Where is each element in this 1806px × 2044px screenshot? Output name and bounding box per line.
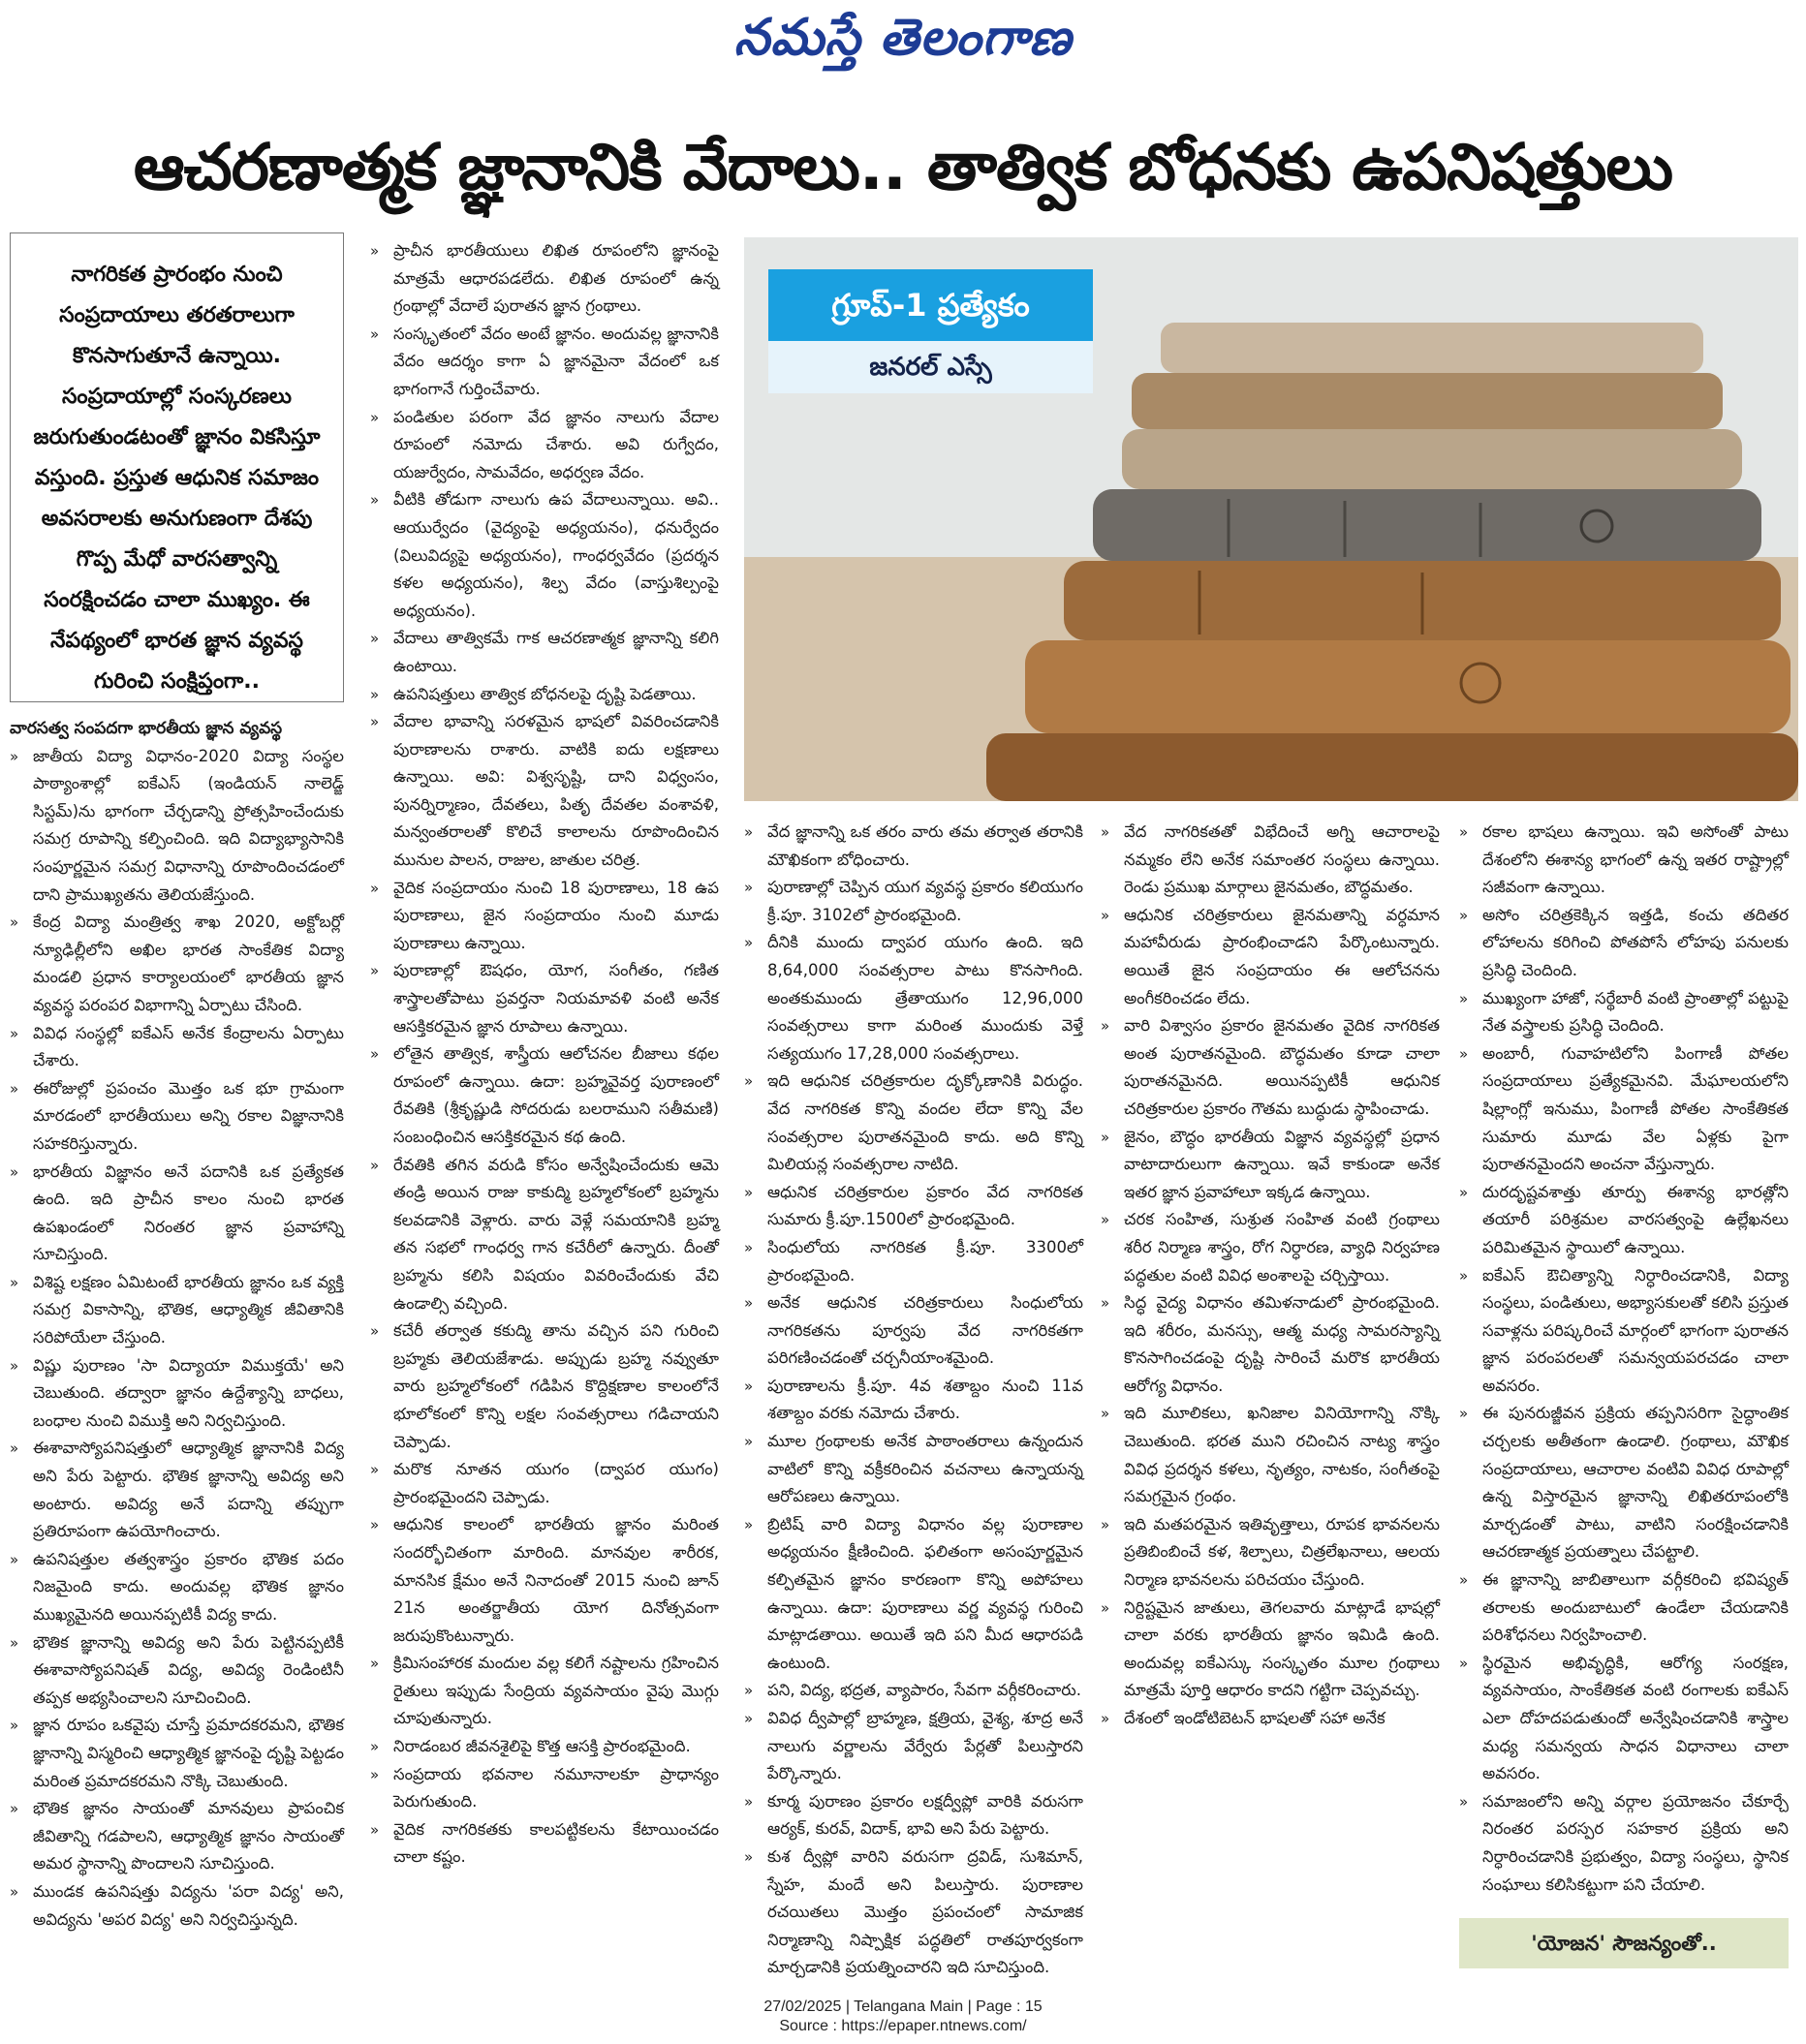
bullet-paragraph	[370, 1733, 719, 1761]
article-headline	[17, 114, 1789, 221]
footer-source: Source : https://epaper.ntnews.com/	[779, 2018, 1027, 2034]
bullet-paragraph	[370, 625, 719, 680]
bullet-paragraph	[744, 929, 1083, 1068]
paragraph-text: వేద నాగరికతతో విభేదించే అగ్ని ఆచారాలపై నమ్మకం లేని అనేక సమాంతర సంస్థలు ఉన్నాయి. రెండు ప్రముఖ మార్గాలు జైనమతం, బౌద్ధమతం.	[1124, 822, 1440, 897]
paragraph-text: ఐకేఎస్ ఔచిత్యాన్ని నిర్ధారించడానికి, విద్యా సంస్థలు, పండితులు, అభ్యాసకులతో కలిసి ప్రస్తుత సవాళ్లను పరిష్కరించే మార్గంలో భాగంగా పురాతన జ్ఞాన పరంపరలతో సమన్వయపరచడం చాలా అవసరం.	[1482, 1265, 1789, 1395]
bullet-paragraph	[10, 1159, 344, 1269]
bullet-arrow-icon: »	[10, 747, 19, 765]
bullet-arrow-icon: »	[10, 1800, 19, 1818]
paragraph-text: సమాజంలోని అన్ని వర్గాల ప్రయోజనం చేకూర్చే నిరంతర పరస్పర సహకార ప్రక్రియ అని నిర్ధారించడానికి ప్రభుత్వం, విద్యా సంస్థలు, స్థానిక సంఘాలు కలిసికట్టుగా పని చేయాలి.	[1482, 1791, 1789, 1894]
paragraph-text: ఈరోజుల్లో ప్రపంచం మొత్తం ఒక భూ గ్రామంగా మారడంలో భారతీయులు అన్ని రకాల విజ్ఞానానికి సహకరిస్తున్నారు.	[33, 1078, 344, 1153]
bullet-paragraph	[744, 819, 1083, 874]
bullet-arrow-icon: »	[744, 1377, 754, 1395]
bullet-arrow-icon: »	[1101, 906, 1110, 924]
bullet-paragraph	[370, 708, 719, 875]
paragraph-text: ఆధునిక కాలంలో భారతీయ జ్ఞానం మరింత సందర్భోచితంగా మారింది. మానవుల శారీరక, మానసిక క్షేమం అనే నినాదంతో 2015 నుంచి జూన్ 21న అంతర్జాతీయ యోగ దినోత్సవంగా జరుపుకొంటున్నారు.	[393, 1515, 719, 1645]
bullet-arrow-icon: »	[744, 823, 754, 841]
bullet-paragraph	[370, 957, 719, 1040]
bullet-arrow-icon: »	[10, 1356, 19, 1375]
bullet-arrow-icon: »	[370, 1738, 380, 1756]
bullet-paragraph	[744, 1705, 1083, 1788]
bullet-arrow-icon: »	[370, 962, 380, 980]
paragraph-text: నిరాడంబర జీవనశైలిపై కొత్త ఆసక్తి ప్రారంభమైంది.	[393, 1737, 691, 1756]
paragraph-text: పురాణాలను క్రీ.పూ. 4వ శతాబ్దం నుంచి 11వ శతాబ్దం వరకు నమోదు చేశారు.	[767, 1376, 1083, 1423]
paragraph-text: సింధులోయ నాగరికత క్రీ.పూ. 3300లో ప్రారంభమైంది.	[767, 1237, 1083, 1285]
bullet-paragraph	[1459, 985, 1789, 1040]
paragraph-text: మూల గ్రంథాలకు అనేక పాఠాంతరాలు ఉన్నందున వాటిలో కొన్ని వక్రీకరించిన వచనాలు ఉన్నాయన్న ఆరోపణలు ఉన్నాయి.	[767, 1432, 1083, 1506]
bullet-arrow-icon: »	[744, 1294, 754, 1313]
bullet-paragraph	[744, 874, 1083, 929]
bullet-arrow-icon: »	[1459, 1266, 1469, 1285]
bullet-paragraph	[744, 1511, 1083, 1678]
paragraph-text: జైనం, బౌద్ధం భారతీయ విజ్ఞాన వ్యవస్థల్లో ప్రధాన వాటాదారులుగా ఉన్నాయి. ఇవే కాకుండా అనేక ఇతర జ్ఞాన ప్రవాహాలూ ఇక్కడ ఉన్నాయి.	[1124, 1127, 1440, 1201]
bullet-arrow-icon: »	[744, 1072, 754, 1091]
bullet-paragraph	[1101, 1705, 1440, 1733]
bullet-arrow-icon: »	[10, 914, 19, 932]
paragraph-text: స్థిరమైన అభివృద్ధికి, ఆరోగ్య సంరక్షణ, వ్యవసాయం, సాంకేతికత వంటి రంగాలకు ఐకేఎస్ ఎలా దోహదపడుతుందో అన్వేషించడానికి శాస్త్రాల మధ్య సమన్వయ సాధన విధానాలు చాలా అవసరం.	[1482, 1653, 1789, 1783]
paragraph-text: ఈశావాస్యోపనిషత్తులో ఆధ్యాత్మిక జ్ఞానానికి విద్య అని పేరు పెట్టారు. భౌతిక జ్ఞానాన్ని అవిద్య అని అంటారు. అవిద్య అనే పదాన్ని తప్పుగా ప్రతిరూపంగా ఉపయోగించారు.	[33, 1439, 344, 1541]
bullet-paragraph	[370, 1456, 719, 1511]
bullet-arrow-icon: »	[10, 1024, 19, 1042]
bullet-arrow-icon: »	[744, 934, 754, 952]
bullet-arrow-icon: »	[10, 1717, 19, 1735]
bullet-arrow-icon: »	[744, 1515, 754, 1533]
bullet-paragraph	[370, 1816, 719, 1872]
bullet-paragraph	[1459, 1179, 1789, 1262]
paragraph-text: కుశ ద్వీప్లో వారిని వరుసగా ద్రవిడ్, సుశిమాన్, స్నేహ, మందే అని పిలుస్తారు. పురాణాల రచయితలు మొత్తం ప్రపంచంలో సామాజిక నిర్మాణాన్ని నిష్పాక్షిక పద్ధతిలో రాతపూర్వకంగా మార్చడానికి ప్రయత్నించారని ఇది సూచిస్తుంది.	[767, 1846, 1083, 1977]
bullet-paragraph	[10, 1075, 344, 1159]
column-3	[744, 819, 1083, 1977]
paragraph-text: మరొక నూతన యుగం (ద్వాపర యుగం) ప్రారంభమైందని చెప్పాడు.	[393, 1460, 719, 1506]
bullet-paragraph	[10, 1878, 344, 1934]
paragraph-text: పురాణాల్లో చెప్పిన యుగ వ్యవస్థ ప్రకారం కలియుగం క్రీ.పూ. 3102లో ప్రారంభమైంది.	[767, 878, 1083, 924]
bullet-arrow-icon: »	[370, 713, 380, 731]
bullet-paragraph	[744, 1068, 1083, 1178]
paragraph-text: దురదృష్టవశాత్తు తూర్పు ఈశాన్య భారత్లోని తయారీ పరిశ్రమల వారసత్వంపై ఉల్లేఖనలు పరిమితమైన స్థాయిలో ఉన్నాయి.	[1482, 1182, 1789, 1256]
bullet-arrow-icon: »	[1101, 1211, 1110, 1229]
bullet-paragraph	[744, 1788, 1083, 1843]
paragraph-text: వైదిక నాగరికతకు కాలపట్టికలను కేటాయించడం చాలా కష్టం.	[393, 1819, 719, 1867]
bullet-paragraph	[1101, 902, 1440, 1012]
section-badge	[768, 269, 1093, 393]
bullet-arrow-icon: »	[370, 1655, 380, 1673]
paragraph-text: వేదాలు తాత్వికమే గాక ఆచరణాత్మక జ్ఞానాన్ని కలిగి ఉంటాయి.	[393, 629, 719, 675]
bullet-arrow-icon: »	[744, 1183, 754, 1201]
bullet-arrow-icon: »	[744, 1792, 754, 1811]
paragraph-text: రేవతికి తగిన వరుడి కోసం అన్వేషించేందుకు ఆమె తండ్రి అయిన రాజు కాకుద్మి బ్రహ్మలోకంలో బ్రహ్మను కలవడానికి వెళ్లారు. వారు వెళ్లే సమయానికి బ్రహ్మ తన సభలో గాంధర్వ గాన కచేరీలో ఉన్నారు. దీంతో బ్రహ్మను కలిసి విషయం వివరించేందుకు వేచి ఉండాల్సి వచ్చింది.	[393, 1155, 719, 1313]
column-2	[370, 237, 719, 1967]
bullet-arrow-icon: »	[1101, 1128, 1110, 1146]
paragraph-text: సంస్కృతంలో వేదం అంటే జ్ఞానం. అందువల్ల జ్ఞానానికి వేదం ఆదర్శం కాగా ఏ జ్ఞానమైనా వేదంలో ఒక భాగంగానే గుర్తించేవారు.	[393, 324, 719, 398]
bullet-paragraph	[370, 681, 719, 709]
bullet-paragraph	[1459, 902, 1789, 985]
paragraph-text: భారతీయ విజ్ఞానం అనే పదానికి ఒక ప్రత్యేకత ఉంది. ఇది ప్రాచీన కాలం నుంచి భారత ఉపఖండంలో నిరంతర జ్ఞాన ప్రవాహాన్ని సూచిస్తుంది.	[33, 1161, 344, 1264]
bullet-paragraph	[10, 1435, 344, 1545]
bullet-arrow-icon: »	[10, 1273, 19, 1291]
bullet-arrow-icon: »	[1459, 906, 1469, 924]
bullet-arrow-icon: »	[744, 879, 754, 897]
paragraph-text: సిద్ధ వైద్య విధానం తమిళనాడులో ప్రారంభమైంది. ఇది శరీరం, మనస్సు, ఆత్మ మధ్య సామరస్యాన్ని కొనసాగించడంపై దృష్టి సారించే మరొక భారతీయ ఆరోగ్య విధానం.	[1124, 1293, 1440, 1395]
bullet-arrow-icon: »	[744, 1710, 754, 1727]
paragraph-text: ఇది ఆధునిక చరిత్రకారుల దృక్కోణానికి విరుద్ధం. వేద నాగరికత కొన్ని వందల లేదా కొన్ని వేల సంవత్సరాల పురాతనమైంది కాదు. అది కొన్ని మిలియన్ల సంవత్సరాల నాటిది.	[767, 1071, 1083, 1174]
bullet-paragraph	[1101, 1012, 1440, 1123]
bullet-paragraph	[10, 1020, 344, 1075]
bullet-arrow-icon: »	[10, 1882, 19, 1901]
bullet-arrow-icon: »	[1101, 823, 1110, 841]
newspaper-logo: నమస్తే తెలంగాణ	[733, 8, 1073, 67]
paragraph-text: ఈ జ్ఞానాన్ని జాబితాలుగా వర్గీకరించి భవిష్యత్ తరాలకు అందుబాటులో ఉండేలా చేయడానికి పరిశోధనలు నిర్వహించాలి.	[1482, 1570, 1789, 1645]
bullet-paragraph	[10, 909, 344, 1019]
bullet-arrow-icon: »	[1101, 1598, 1110, 1617]
paragraph-text: క్రిమిసంహారక మందుల వల్ల కలిగే నష్టాలను గ్రహించిన రైతులు ఇప్పుడు సేంద్రియ వ్యవసాయం వైపు మొగ్గు చూపుతున్నారు.	[393, 1654, 719, 1728]
bullet-arrow-icon: »	[744, 1238, 754, 1256]
bullet-paragraph	[370, 1152, 719, 1318]
paragraph-text: ఉపనిషత్తులు తాత్విక బోధనలపై దృష్టి పెడతాయి.	[393, 684, 697, 703]
bullet-arrow-icon: »	[1459, 1183, 1469, 1201]
bullet-paragraph	[744, 1289, 1083, 1373]
paragraph-text: జ్ఞాన రూపం ఒకవైపు చూస్తే ప్రమాదకరమని, భౌతిక జ్ఞానాన్ని విస్మరించి ఆధ్యాత్మిక జ్ఞానంపై దృష్టి పెట్టడం మరింత ప్రమాదకరమని నొక్కి చెబుతుంది.	[33, 1716, 344, 1790]
bullet-paragraph	[370, 237, 719, 321]
paragraph-text: అంబారీ, గువాహటిలోని పింగాణీ పోతల సంప్రదాయాలు ప్రత్యేకమైనవి. మేఘాలయలోని షిల్లాంగ్లో ఇనుము, పింగాణీ పోతల సాంకేతికత సుమారు మూడు వేల ఏళ్లకు పైగా పురాతనమైందని అంచనా వేస్తున్నారు.	[1482, 1043, 1789, 1174]
headline-text: ఆచరణాత్మక జ్ఞానానికి వేదాలు.. తాత్విక బోధనకు ఉపనిషత్తులు	[133, 130, 1673, 204]
bullet-arrow-icon: »	[1101, 1405, 1110, 1423]
paragraph-text: సంప్రదాయ భవనాల నమూనాలకూ ప్రాధాన్యం పెరుగుతుంది.	[393, 1764, 719, 1812]
column-5	[1459, 819, 1789, 1904]
bullet-paragraph	[1101, 1400, 1440, 1510]
bullet-arrow-icon: »	[370, 491, 380, 510]
bullet-paragraph	[1101, 819, 1440, 902]
paragraph-text: పురాణాల్లో ఔషధం, యోగ, సంగీతం, గణిత శాస్త్రాలతోపాటు ప్రవర్తనా నియమావళి వంటి అనేక ఆసక్తికరమైన జ్ఞాన రూపాలు ఉన్నాయి.	[393, 961, 719, 1036]
bullet-arrow-icon: »	[1459, 1044, 1469, 1063]
subheading: వారసత్వ సంపదగా భారతీయ జ్ఞాన వ్యవస్థ	[10, 719, 283, 738]
paragraph-text: భౌతిక జ్ఞానాన్ని అవిద్య అని పేరు పెట్టినప్పటికీ ఈశావాస్యోపనిషత్ విద్య, అవిద్య రెండింటినీ తప్పక అభ్యసించాలని సూచించింది.	[33, 1632, 344, 1707]
intro-text: నాగరికత ప్రారంభం నుంచి సంప్రదాయాలు తరతరాలుగా కొనసాగుతూనే ఉన్నాయి. సంప్రదాయాల్లో సంస్కరణలు జరుగుతుండటంతో జ్ఞానం వికసిస్తూ వస్తుంది. ప్రస్తుత ఆధునిక సమాజం అవసరాలకు అనుగుణంగా దేశపు గొప్ప మేధో వారసత్వాన్ని సంరక్షించడం చాలా ముఖ్యం. ఈ నేపథ్యంలో భారత జ్ఞాన వ్యవస్థ గురించి సంక్షిప్తంగా..	[33, 263, 321, 694]
bullet-paragraph	[370, 875, 719, 958]
bullet-arrow-icon: »	[1459, 1654, 1469, 1672]
bullet-arrow-icon: »	[370, 1516, 380, 1534]
footer-date-page: 27/02/2025 | Telangana Main | Page : 15	[763, 1998, 1043, 2015]
bullet-paragraph	[1101, 1595, 1440, 1705]
paragraph-text: నిర్దిష్టమైన జాతులు, తెగలవారు మాట్లాడే భాషల్లో చాలా వరకు భారతీయ జ్ఞానం ఇమిడి ఉంది. అందువల్ల ఐకేఎస్కు సంస్కృతం మూల గ్రంథాలు మాత్రమే పూర్తి ఆధారం కాదని గట్టిగా చెప్పవచ్చు.	[1124, 1597, 1440, 1700]
bullet-arrow-icon: »	[10, 1550, 19, 1568]
paragraph-text: భౌతిక జ్ఞానం సాయంతో మానవులు ప్రాపంచిక జీవితాన్ని గడపాలని, ఆధ్యాత్మిక జ్ఞానం సాయంతో అమర స్థానాన్ని పొందాలని సూచిస్తుంది.	[33, 1799, 344, 1874]
paragraph-text: బ్రిటిష్ వారి విద్యా విధానం వల్ల పురాణాల అధ్యయనం క్షీణించింది. ఫలితంగా అసంపూర్ణమైన కల్పితమైన జ్ఞానం కారణంగా కొన్ని అపోహలు ఉన్నాయి. ఉదా: పురాణాలు వర్ణ వ్యవస్థ గురించి మాట్లాడతాయి. అయితే ఇది పని మీద ఆధారపడి ఉంటుంది.	[767, 1514, 1083, 1672]
bullet-paragraph	[744, 1234, 1083, 1289]
paragraph-text: పండితుల పరంగా వేద జ్ఞానం నాలుగు వేదాల రూపంలో నమోదు చేశారు. అవి రుగ్వేదం, యజుర్వేదం, సామవేదం, అధర్వణ వేదం.	[393, 407, 719, 481]
bullet-paragraph	[1101, 1124, 1440, 1207]
bullet-paragraph	[1459, 1040, 1789, 1179]
paragraph-text: చరక సంహిత, సుశ్రుత సంహిత వంటి గ్రంథాలు శరీర నిర్మాణ శాస్త్రం, రోగ నిర్ధారణ, వ్యాధి నిర్వహణ పద్ధతుల వంటి వివిధ అంశాలపై చర్చిస్తాయి.	[1124, 1210, 1440, 1285]
column-4	[1101, 819, 1440, 1967]
bullet-paragraph	[10, 1629, 344, 1713]
paragraph-text: రకాల భాషలు ఉన్నాయి. ఇవి అసోంతో పాటు దేశంలోని ఈశాన్య భాగంలో ఉన్న ఇతర రాష్ట్రాల్లో సజీవంగా ఉన్నాయి.	[1482, 822, 1789, 897]
paragraph-text: ముండక ఉపనిషత్తు విద్యను 'పరా విద్య' అని, అవిద్యను 'అపర విద్య' అని నిర్వచిస్తున్నది.	[33, 1881, 344, 1929]
paragraph-text: వివిధ సంస్థల్లో ఐకేఎస్ అనేక కేంద్రాలను ఏర్పాటు చేశారు.	[33, 1023, 344, 1070]
paragraph-text: వేదాల భావాన్ని సరళమైన భాషలో వివరించడానికి పురాణాలను రాశారు. వాటికి ఐదు లక్షణాలు ఉన్నాయి. అవి: విశ్వసృష్టి, దాని విధ్వంసం, పునర్నిర్మాణం, దేవతలు, పితృ దేవతల వంశావళి, మన్వంతరాలతో కొలిచే కాలాలను రూపొందించిన మునుల పాలన, రాజుల, జాతుల చరిత్ర.	[393, 712, 719, 870]
bullet-arrow-icon: »	[1459, 989, 1469, 1007]
bullet-paragraph	[370, 486, 719, 625]
paragraph-text: కచేరీ తర్వాత కకుద్మి తాను వచ్చిన పని గురించి బ్రహ్మకు తెలియజేశాడు. అప్పుడు బ్రహ్మ నవ్వుతూ వారు బ్రహ్మలోకంలో గడిపిన కొద్దిక్షణాల కాలంలోనే భూలోకంలో కొన్ని లక్షల సంవత్సరాలు గడిచాయని చెప్పాడు.	[393, 1321, 719, 1451]
bullet-arrow-icon: »	[1459, 1571, 1469, 1590]
bullet-paragraph	[370, 1511, 719, 1650]
bullet-paragraph	[370, 1317, 719, 1456]
paragraph-text: అసోం చరిత్రకెక్కిన ఇత్తడి, కంచు తదితర లోహాలను కరిగించి పోతపోసే లోహపు పనులకు ప్రసిద్ధి చెందింది.	[1482, 905, 1789, 979]
paragraph-text: ఆధునిక చరిత్రకారుల ప్రకారం వేద నాగరికత సుమారు క్రీ.పూ.1500లో ప్రారంభమైంది.	[767, 1182, 1083, 1229]
paragraph-text: అనేక ఆధునిక చరిత్రకారులు సింధులోయ నాగరికతను పూర్వపు వేద నాగరికతగా పరిగణించడంతో చర్చనీయాంశమైంది.	[767, 1293, 1083, 1368]
bullet-arrow-icon: »	[1459, 1792, 1469, 1811]
bullet-paragraph	[370, 1650, 719, 1733]
paragraph-text: దీనికి ముందు ద్వాపర యుగం ఉంది. ఇది 8,64,000 సంవత్సరాల పాటు కొనసాగింది. అంతకుముందు త్రేతాయుగం 12,96,000 సంవత్సరాలు కాగా మరింత ముందుకు వెళ్తే సత్యయుగం 17,28,000 సంవత్సరాలు.	[767, 933, 1083, 1063]
page-footer	[0, 1998, 1806, 2036]
courtesy-note: 'యోజన' సౌజన్యంతో..	[1459, 1918, 1789, 1968]
bullet-arrow-icon: »	[370, 1322, 380, 1341]
paragraph-text: ఈ పునరుజ్జీవన ప్రక్రియ తప్పనిసరిగా సైద్ధాంతిక చర్చలకు అతీతంగా ఉండాలి. గ్రంథాలు, మౌఖిక సంప్రదాయాలు, ఆచారాల వంటివి వివిధ రూపాల్లో ఉన్న విస్తారమైన జ్ఞానాన్ని లిఖితరూపంలోకి మార్చడంతో పాటు, వాటిని సంరక్షించడానికి ఆచరణాత్మక ప్రయత్నాలు చేపట్టాలి.	[1482, 1404, 1789, 1562]
bullet-paragraph	[744, 1179, 1083, 1234]
bullet-paragraph	[1459, 1566, 1789, 1650]
bullet-paragraph	[744, 1677, 1083, 1705]
paragraph-text: కేంద్ర విద్యా మంత్రిత్వ శాఖ 2020, అక్టోబర్లో న్యూఢిల్లీలోని అఖిల భారత సాంకేతిక విద్యా మండలి ప్రధాన కార్యాలయంలో భారతీయ జ్ఞాన వ్యవస్థ పరంపర విభాగాన్ని ఏర్పాటు చేసింది.	[33, 913, 344, 1014]
bullet-arrow-icon: »	[10, 1079, 19, 1098]
bullet-paragraph	[744, 1373, 1083, 1428]
bullet-arrow-icon: »	[744, 1847, 754, 1866]
bullet-paragraph	[1459, 1650, 1789, 1788]
bullet-arrow-icon: »	[1101, 1294, 1110, 1313]
bullet-arrow-icon: »	[370, 1461, 380, 1479]
bullet-paragraph	[1459, 1788, 1789, 1899]
paragraph-text: ముఖ్యంగా హాజో, సర్థేబారీ వంటి ప్రాంతాల్లో పట్టుపై నేత వస్త్రాలకు ప్రసిద్ధి చెందింది.	[1482, 988, 1789, 1036]
bullet-paragraph	[10, 743, 344, 910]
bullet-arrow-icon: »	[10, 1440, 19, 1458]
bullet-arrow-icon: »	[10, 1633, 19, 1652]
bullet-paragraph	[370, 321, 719, 404]
bullet-paragraph	[1101, 1289, 1440, 1400]
bullet-arrow-icon: »	[744, 1682, 754, 1700]
bullet-arrow-icon: »	[1459, 823, 1469, 841]
bullet-arrow-icon: »	[1459, 1405, 1469, 1423]
paragraph-text: పని, విద్య, భద్రత, వ్యాపారం, సేవగా వర్గీకరించారు.	[767, 1681, 1081, 1700]
bullet-arrow-icon: »	[1101, 1515, 1110, 1533]
bullet-arrow-icon: »	[370, 1820, 380, 1839]
bullet-arrow-icon: »	[370, 879, 380, 897]
bullet-paragraph	[10, 1795, 344, 1878]
badge-title: గ్రూప్-1 ప్రత్యేకం	[768, 269, 1093, 341]
bullet-arrow-icon: »	[370, 1156, 380, 1174]
bullet-paragraph	[370, 1761, 719, 1816]
bullet-paragraph	[10, 1352, 344, 1436]
bullet-arrow-icon: »	[370, 242, 380, 260]
bullet-paragraph	[10, 1712, 344, 1795]
bullet-paragraph	[10, 1546, 344, 1629]
paragraph-text: వైదిక సంప్రదాయం నుంచి 18 పురాణాలు, 18 ఉప పురాణాలు, జైన సంప్రదాయం నుంచి మూడు పురాణాలు ఉన్నాయి.	[393, 878, 719, 952]
bullet-paragraph	[370, 404, 719, 487]
bullet-arrow-icon: »	[744, 1433, 754, 1451]
badge-subtitle: జనరల్ ఎస్సే	[768, 341, 1093, 393]
paragraph-text: విశిష్ట లక్షణం ఏమిటంటే భారతీయ జ్ఞానం ఒక వ్యక్తి సమగ్ర వికాసాన్ని, భౌతిక, ఆధ్యాత్మిక జీవితానికి సరిపోయేలా చేస్తుంది.	[33, 1272, 344, 1347]
bullet-paragraph	[1101, 1206, 1440, 1289]
paragraph-text: ప్రాచీన భారతీయులు లిఖిత రూపంలోని జ్ఞానంపై మాత్రమే ఆధారపడలేదు. లిఖిత రూపంలో ఉన్న గ్రంథాల్లో వేదాలే పురాతన జ్ఞాన గ్రంథాలు.	[393, 241, 719, 316]
paragraph-text: ఇది మతపరమైన ఇతివృత్తాలు, రూపక భావనలను ప్రతిబింబించే కళ, శిల్పాలు, చిత్రలేఖనాలు, ఆలయ నిర్మాణ భావనలను పరిచయం చేస్తుంది.	[1124, 1514, 1440, 1590]
paragraph-text: కూర్మ పురాణం ప్రకారం లక్షద్వీప్లో వారికి వరుసగా ఆర్యక్, కురవ్, విదాక్, భావి అని పేరు పెట్టారు.	[767, 1791, 1083, 1839]
masthead	[0, 8, 1806, 77]
paragraph-text: వారి విశ్వాసం ప్రకారం జైనమతం వైదిక నాగరికత అంత పురాతనమైంది. బౌద్ధమతం కూడా చాలా పురాతనమైనది. అయినప్పటికీ ఆధునిక చరిత్రకారుల ప్రకారం గౌతమ బుద్ధుడు స్థాపించాడు.	[1124, 1016, 1440, 1118]
paragraph-text: వేద జ్ఞానాన్ని ఒక తరం వారు తమ తర్వాత తరానికి మౌఖికంగా బోధించారు.	[767, 822, 1083, 869]
bullet-arrow-icon: »	[370, 630, 380, 648]
bullet-paragraph	[1459, 1262, 1789, 1401]
bullet-paragraph	[1459, 1400, 1789, 1566]
bullet-arrow-icon: »	[370, 685, 380, 703]
paragraph-text: ఆధునిక చరిత్రకారులు జైనమతాన్ని వర్ధమాన మహావీరుడు ప్రారంభించాడని పేర్కొంటున్నారు. అయితే జైన సంప్రదాయం ఈ ఆలోచనను అంగీకరించడం లేదు.	[1124, 905, 1440, 1007]
paragraph-text: ఉపనిషత్తుల తత్వశాస్త్రం ప్రకారం భౌతిక పదం నిజమైంది కాదు. అందువల్ల భౌతిక జ్ఞానం ముఖ్యమైనది అయినప్పటికీ విద్య కాదు.	[33, 1549, 344, 1624]
bullet-arrow-icon: »	[1101, 1017, 1110, 1036]
paragraph-text: ఇది మూలికలు, ఖనిజాల వినియోగాన్ని నొక్కి చెబుతుంది. భరత ముని రచించిన నాట్య శాస్త్రం వివిధ ప్రదర్శన కళలు, నృత్యం, నాటకం, సంగీతంపై సమగ్రమైన గ్రంథం.	[1124, 1404, 1440, 1506]
paragraph-text: లోతైన తాత్విక, శాస్త్రీయ ఆలోచనల బీజాలు కథల రూపంలో ఉన్నాయి. ఉదా: బ్రహ్మవైవర్త పురాణంలో రేవతికి (శ్రీకృష్ణుడి సోదరుడు బలరాముని సతీమణి) సంబంధించిన ఆసక్తికరమైన కథ ఉంది.	[393, 1044, 719, 1146]
bullet-arrow-icon: »	[1101, 1710, 1110, 1727]
paragraph-text: వివిధ ద్వీపాల్లో బ్రాహ్మణ, క్షత్రియ, వైశ్య, శూద్ర అనే నాలుగు వర్ణాలను వేర్వేరు పేర్లతో పిలుస్తారని పేర్కొన్నారు.	[767, 1709, 1083, 1783]
paragraph-text: విష్ణు పురాణం 'సా విద్యాయా విముక్తయే' అని చెబుతుంది. తద్వారా జ్ఞానం ఉద్దేశ్యాన్ని బాధలు, బంధాల నుంచి విముక్తి అని నిర్వచిస్తుంది.	[33, 1355, 344, 1430]
paragraph-text: దేశంలో ఇండోటిబెటన్ భాషలతో సహా అనేక	[1124, 1709, 1386, 1727]
intro-box	[10, 232, 344, 702]
bullet-arrow-icon: »	[370, 325, 380, 343]
bullet-paragraph	[744, 1843, 1083, 1982]
bullet-arrow-icon: »	[10, 1162, 19, 1181]
paragraph-text: వీటికి తోడుగా నాలుగు ఉప వేదాలున్నాయి. అవి.. ఆయుర్వేదం (వైద్యంపై అధ్యయనం), ధనుర్వేదం (విలువిద్యపై అధ్యయనం), గాంధర్వవేదం (ప్రదర్శన కళల అధ్యయనం), శిల్ప వేదం (వాస్తుశిల్పంపై అధ్యయనం).	[393, 490, 719, 620]
bullet-arrow-icon: »	[370, 1045, 380, 1064]
bullet-paragraph	[370, 1040, 719, 1151]
bullet-paragraph	[10, 1269, 344, 1352]
bullet-arrow-icon: »	[370, 408, 380, 426]
bullet-paragraph	[744, 1428, 1083, 1511]
bullet-paragraph	[1459, 819, 1789, 902]
bullet-arrow-icon: »	[370, 1765, 380, 1783]
paragraph-text: జాతీయ విద్యా విధానం-2020 విద్యా సంస్థల పాఠ్యాంశాల్లో ఐకేఎస్ (ఇండియన్ నాలెడ్జ్ సిస్టమ్)ను భాగంగా చేర్చడాన్ని ప్రోత్సహించేందుకు సమగ్ర రూపాన్ని కల్పించింది. ఇది విద్యాభ్యాసానికి సంపూర్ణమైన సమగ్ర విధానాన్ని రూపొందించడంలో దాని ప్రాముఖ్యతను తెలియజేస్తుంది.	[33, 746, 344, 904]
bullet-paragraph	[1101, 1511, 1440, 1595]
column-1	[10, 715, 344, 1965]
